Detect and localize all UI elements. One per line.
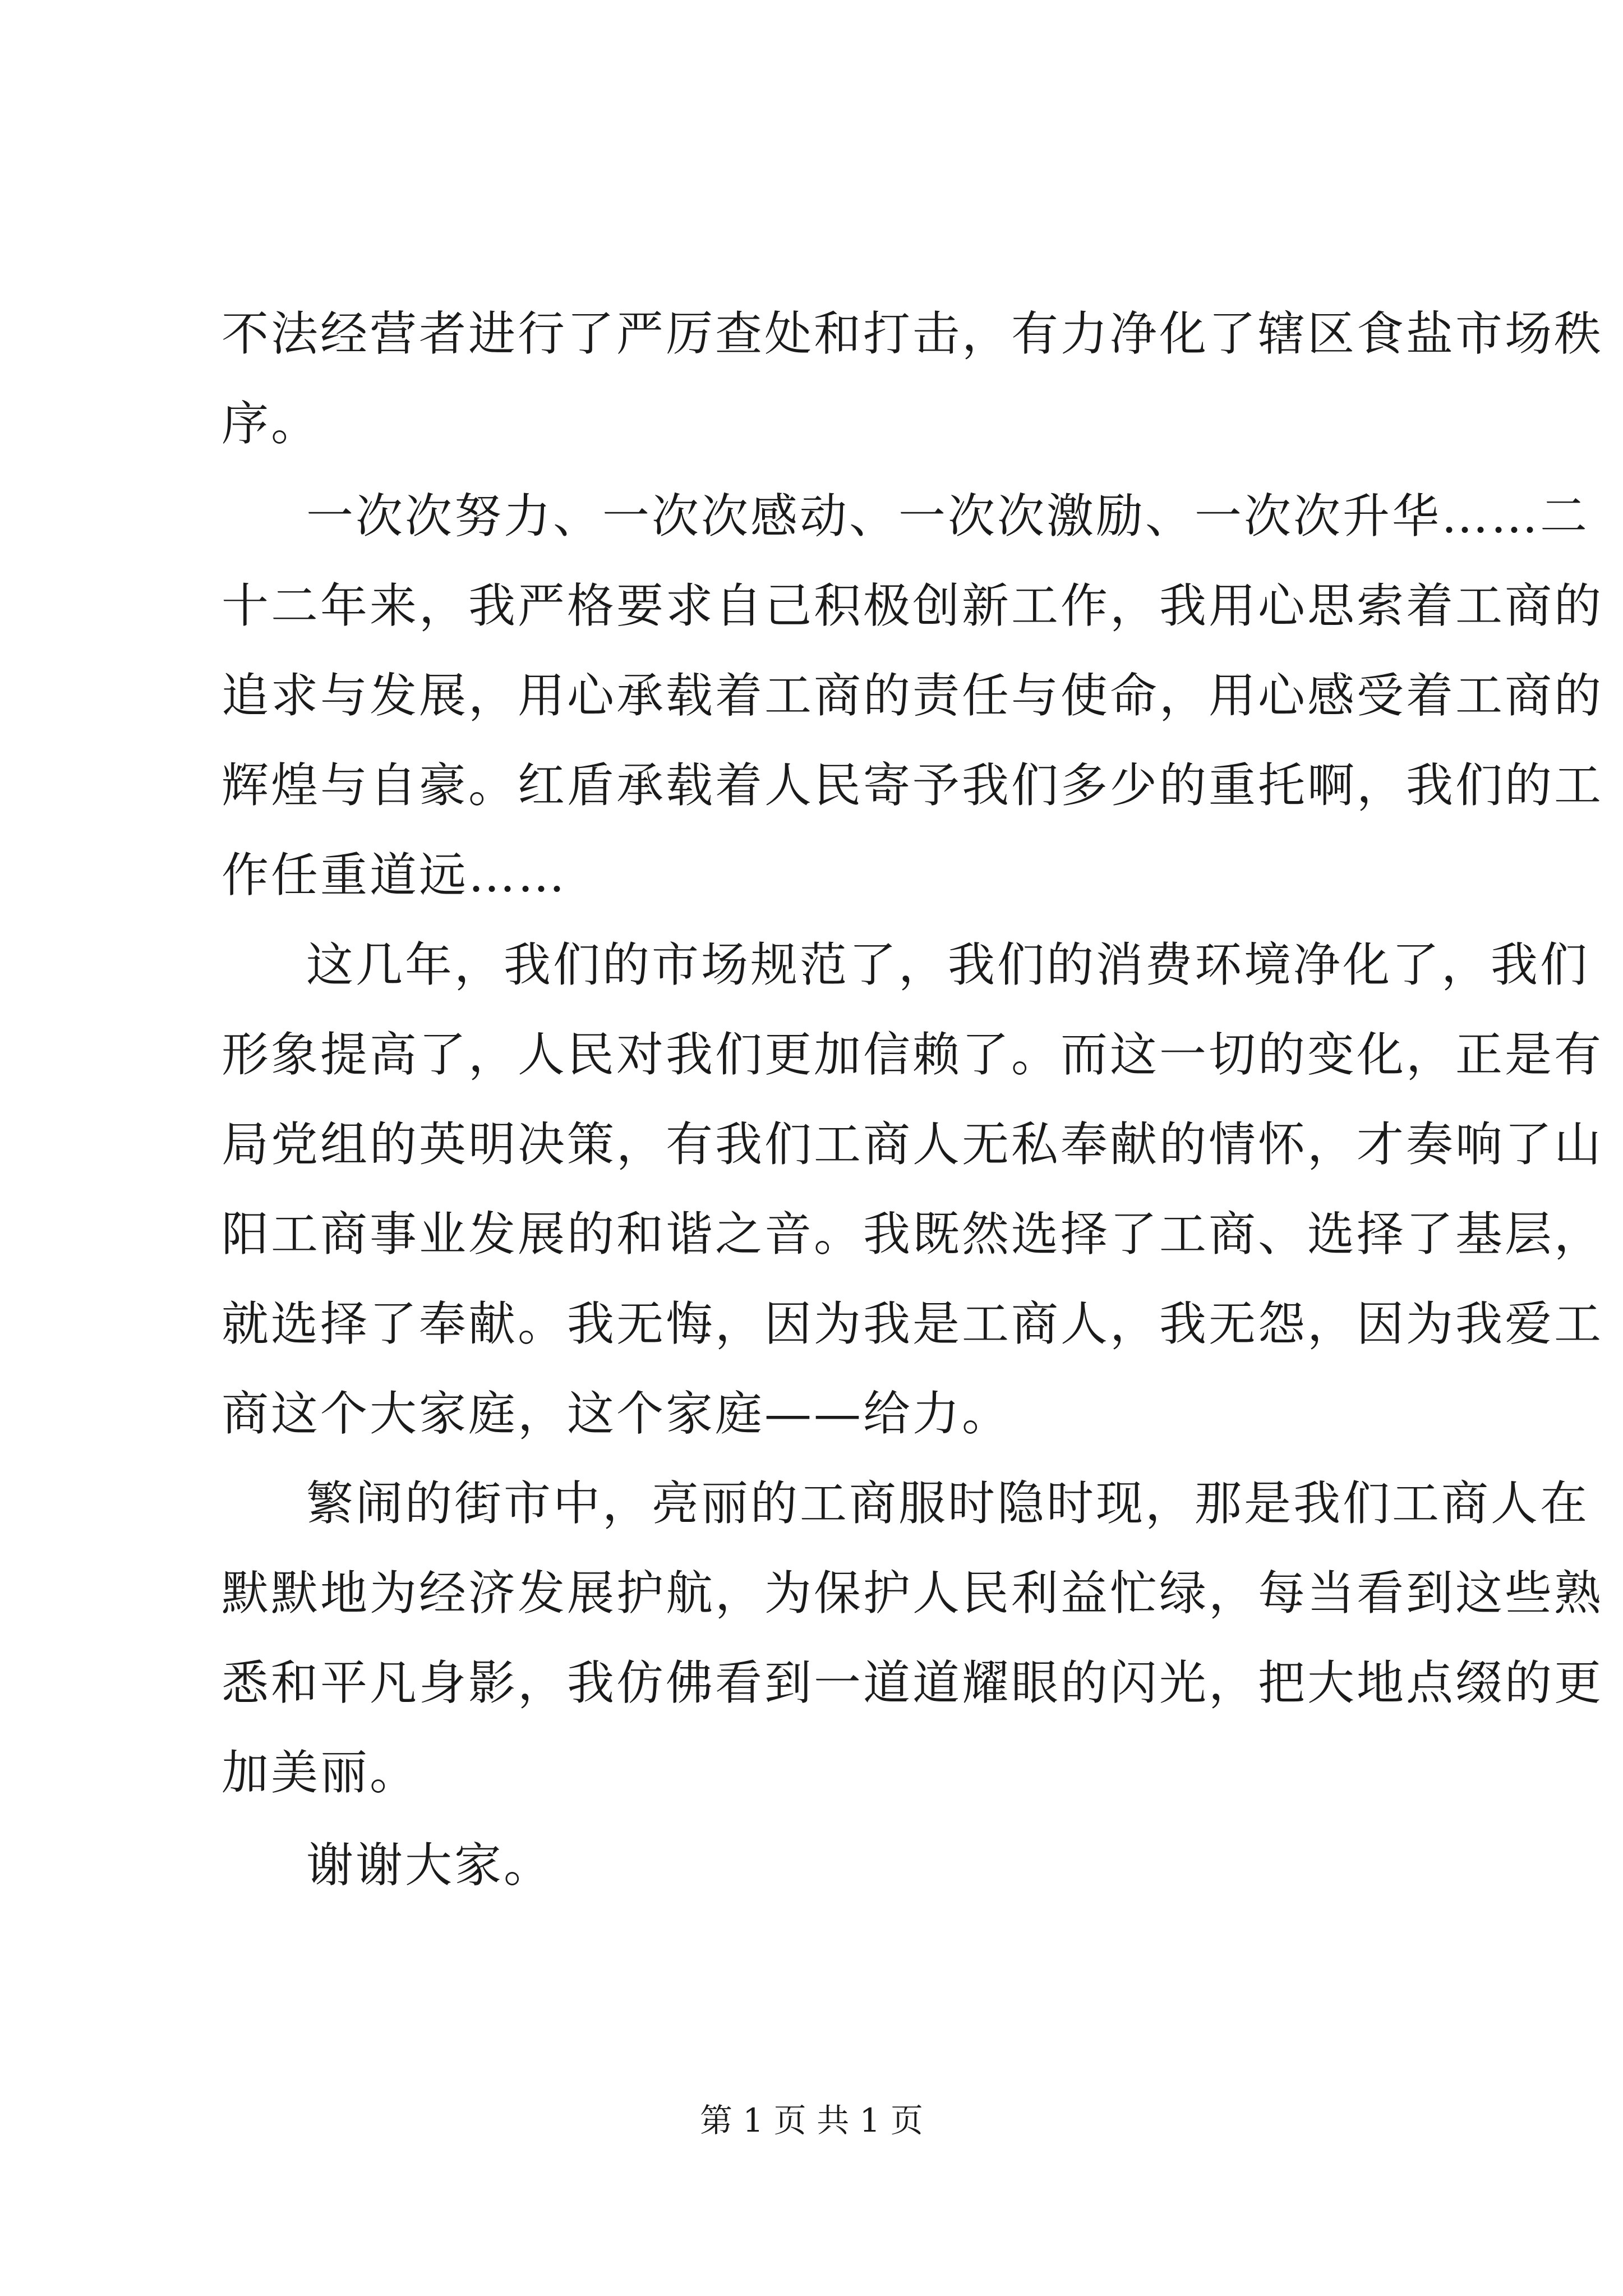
text-line: 繁闹的街市中，亮丽的工商服时隐时现，那是我们工商人在 bbox=[306, 1476, 1590, 1531]
page-number-footer: 第 1 页 共 1 页 bbox=[700, 2101, 923, 2139]
text-line: 默默地为经济发展护航，为保护人民利益忙绿，每当看到这些熟 bbox=[222, 1566, 1604, 1621]
text-line: 一次次努力、一次次感动、一次次激励、一次次升华……二 bbox=[306, 489, 1590, 544]
text-line: 商这个大家庭，这个家庭——给力。 bbox=[222, 1386, 1012, 1441]
text-line: 辉煌与自豪。红盾承载着人民寄予我们多少的重托啊，我们的工 bbox=[222, 758, 1604, 813]
text-line: 加美丽。 bbox=[222, 1745, 419, 1800]
text-line: 就选择了奉献。我无悔，因为我是工商人，我无怨，因为我爱工 bbox=[222, 1296, 1604, 1351]
text-line: 序。 bbox=[222, 396, 321, 451]
text-line: 谢谢大家。 bbox=[306, 1838, 554, 1893]
text-line: 作任重道远…… bbox=[222, 848, 568, 903]
text-line: 形象提高了，人民对我们更加信赖了。而这一切的变化，正是有 bbox=[222, 1027, 1604, 1082]
text-line: 阳工商事业发展的和谐之音。我既然选择了工商、选择了基层， bbox=[222, 1207, 1604, 1262]
text-line: 这几年，我们的市场规范了，我们的消费环境净化了，我们 bbox=[306, 937, 1590, 992]
text-line: 追求与发展，用心承载着工商的责任与使命，用心感受着工商的 bbox=[222, 668, 1604, 723]
text-line: 悉和平凡身影，我仿佛看到一道道耀眼的闪光，把大地点缀的更 bbox=[222, 1655, 1604, 1710]
text-line: 局党组的英明决策，有我们工商人无私奉献的情怀，才奏响了山 bbox=[222, 1117, 1604, 1172]
text-line: 十二年来，我严格要求自己积极创新工作，我用心思索着工商的 bbox=[222, 578, 1604, 633]
text-line: 不法经营者进行了严厉查处和打击，有力净化了辖区食盐市场秩 bbox=[222, 306, 1604, 361]
